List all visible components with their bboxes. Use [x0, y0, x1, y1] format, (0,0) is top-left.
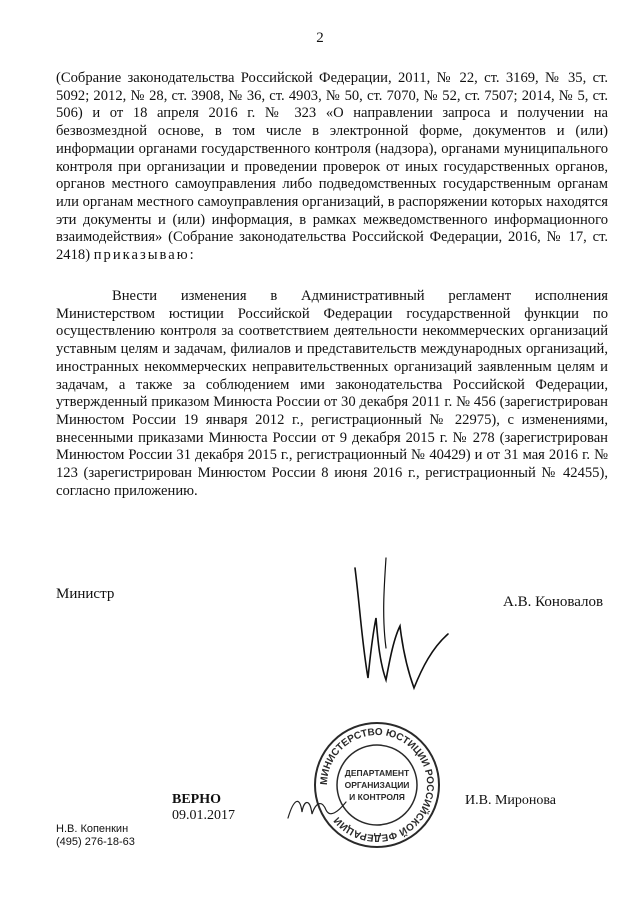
order-word: приказываю: [93, 247, 196, 264]
certifier-signature [282, 788, 352, 828]
page-number: 2 [316, 30, 324, 46]
certification-label: ВЕРНО [172, 792, 222, 807]
stamp-line-3: И КОНТРОЛЯ [349, 792, 405, 802]
paragraph-order-content: Внести изменения в Административный регламент исполнения Министерством юстиции Российской Федерации государственной функции по осуществлению контроля за соответствием деятельности некоммерческих организаций уставным целям и задачам, филиалов и представительств международных организаций, иностранных некоммерческих неправительственных организаций заявленным целям и задачам, а также за соблюдением ими законодательства Российской Федерации, утвержденный приказом Минюста России от 30 декабря 2011 г. № 456 (зарегистрирован Минюстом России 19 января 2012 г., регистрационный № 22975), с изменениями, внесенными приказами Минюста России от 9 декабря 2015 г. № 278 (зарегистрирован Минюстом России 31 декабря 2015 г., регистрационный № 40429) и от 31 мая 2016 г. № 123 (зарегистрирован Минюстом России 8 июня 2016 г., регистрационный № 42455), согласно приложению. [56, 288, 608, 499]
stamp-line-2: ОРГАНИЗАЦИИ [344, 780, 410, 790]
stamp-ring-text: МИНИСТЕРСТВО ЮСТИЦИИ РОССИЙСКОЙ ФЕДЕРАЦИИ [318, 726, 436, 844]
department-stamp [312, 720, 442, 850]
minister-signature [340, 548, 460, 698]
executor-phone: (495) 276-18-63 [56, 836, 135, 848]
minister-title: Министр [56, 586, 115, 602]
paragraph-legal-basis [56, 70, 608, 265]
executor-name: Н.В. Копенкин [56, 823, 129, 835]
stamp-line-1: ДЕПАРТАМЕНТ [344, 768, 410, 778]
certification-date: 09.01.2017 [172, 808, 235, 823]
certifier-name: И.В. Миронова [465, 793, 557, 808]
minister-name: А.В. Коновалов [503, 594, 604, 610]
paragraph-legal-basis-text: (Собрание законодательства Российской Федерации, 2011, № 22, ст. 3169, № 35, ст. 5092; 2012, № 28, ст. 3908, № 36, ст. 4903, № 50, ст. 7070, № 52, ст. 7507; 2014, № 5, ст. 506) и от 18 апреля 2016 г. № 323 «О направлении запроса и получении на безвозмездной основе, в том числе в электронной форме, документов и (или) информации органами государственного контроля (надзора), органами муниципального контроля при организации и проведении проверок от иных государственных органов, органов местного самоуправления либо подведомственных государственным органам или органам местного самоуправления организаций, в распоряжении которых находятся эти документы и (или) информация, в рамках межведомственного информационного взаимодействия» (Собрание законодательства Российской Федерации, 2016, № 17, ст. 2418) [56, 70, 608, 264]
